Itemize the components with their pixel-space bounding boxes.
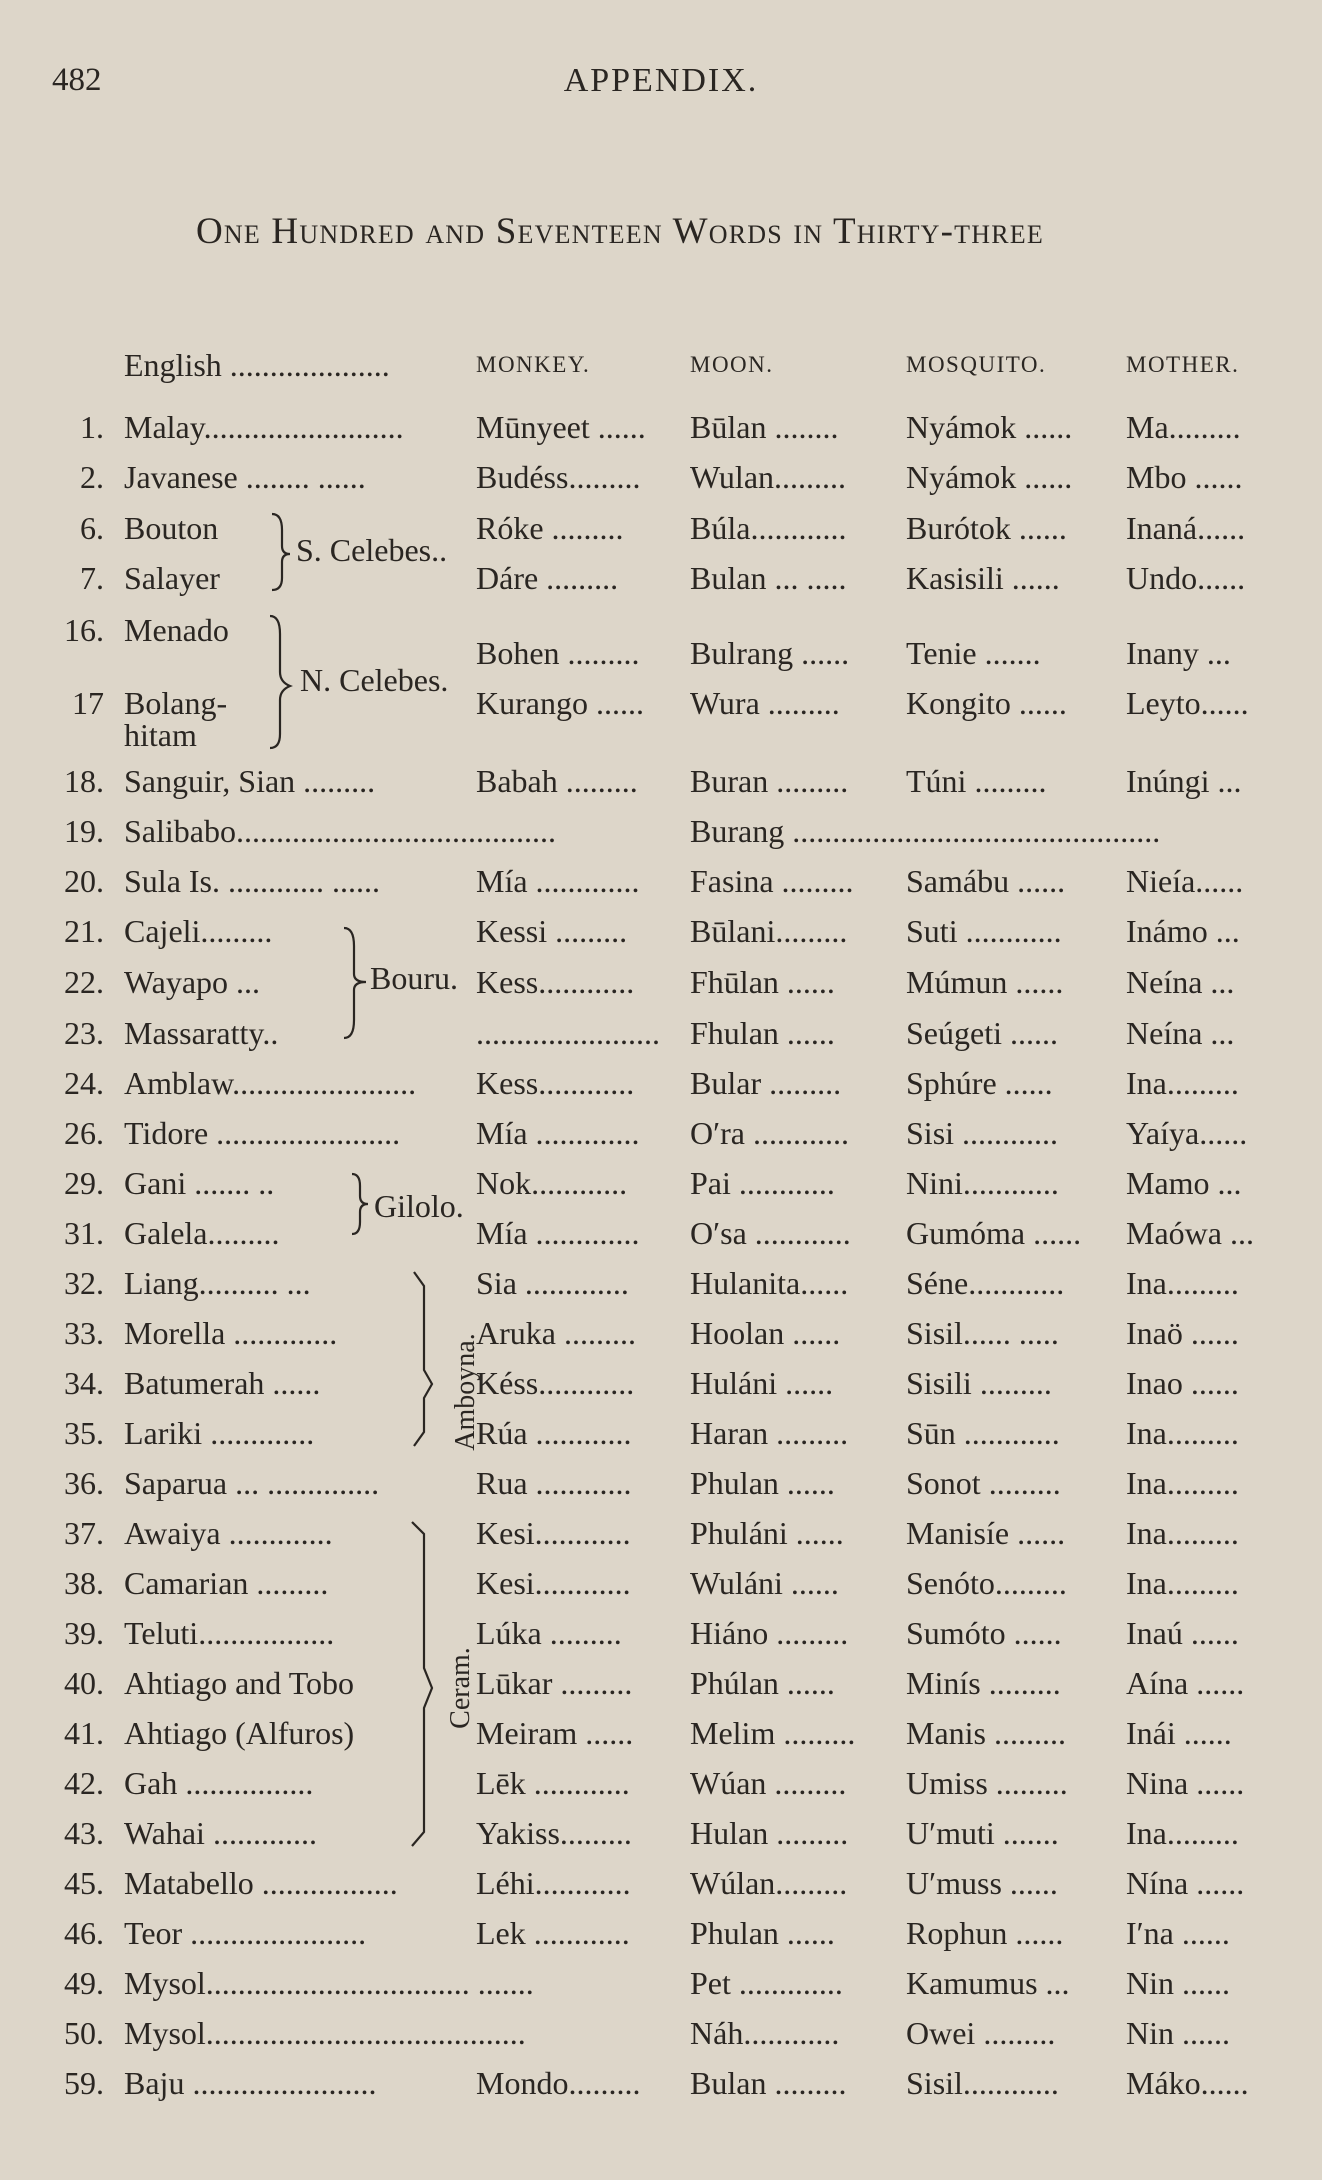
row-moon: Pai ............ [690,1165,835,1201]
row-moon: Huláni ...... [690,1365,834,1401]
row-mother: Ina......... [1126,1465,1239,1501]
row-moon: Hiáno ......... [690,1615,849,1651]
row-language: Morella ............. [124,1315,338,1351]
row-language: Baju ....................... [124,2065,377,2101]
group-label-bouru: Bouru. [370,960,458,996]
row-mosquito: Minís ......... [906,1665,1061,1701]
row-language: Batumerah ...... [124,1365,321,1401]
row-mosquito: Kamumus ... [906,1965,1070,2001]
row-monkey: Mūnyeet ...... [476,409,646,445]
row-mother: Nin ...... [1126,1965,1230,2001]
row-monkey: Késs............ [476,1365,635,1401]
row-mosquito: U′muti ....... [906,1815,1059,1851]
row-monkey: Bohen ......... [476,635,640,671]
row-number: 49. [64,1965,104,2001]
row-number: 26. [64,1115,104,1151]
row-monkey: Aruka ......... [476,1315,636,1351]
row-mother: Neína ... [1126,964,1235,1000]
group-label-s-celebes: S. Celebes.. [296,532,448,568]
row-moon: Melim ......... [690,1715,856,1751]
row-monkey: Budéss......... [476,459,641,495]
row-number: 33. [64,1315,104,1351]
row-moon: Fhūlan ...... [690,964,835,1000]
row-mosquito: Tenie ....... [906,635,1041,671]
row-language: Teluti................. [124,1615,335,1651]
row-number: 39. [64,1615,104,1651]
row-mosquito: Sonot ......... [906,1465,1061,1501]
row-number: 31. [64,1215,104,1251]
row-language: Massaratty.. [124,1015,279,1051]
row-mother: Ina......... [1126,1565,1239,1601]
row-monkey: Nok............ [476,1165,628,1201]
row-monkey: Kessi ......... [476,913,628,949]
row-language: Galela......... [124,1215,280,1251]
row-number: 22. [64,964,104,1000]
row-mosquito: Kasisili ...... [906,560,1060,596]
row-moon: Búla............ [690,510,847,546]
row-mother: Ina......... [1126,1265,1239,1301]
row-language: Gah ................ [124,1765,314,1801]
row-mother: Undo...... [1126,560,1246,596]
row-mother: Ma......... [1126,409,1241,445]
row-moon: Wura ......... [690,685,840,721]
row-moon: Buran ......... [690,763,849,799]
bracket-amboyna [414,1272,432,1446]
row-moon: Phuláni ...... [690,1515,844,1551]
row-monkey: Kesi............ [476,1515,631,1551]
row-mother: Inany ... [1126,635,1231,671]
row-number: 34. [64,1365,104,1401]
row-language: hitam [124,717,197,753]
row-mosquito: Sisi ............ [906,1115,1059,1151]
header-language: English .................... [124,347,390,383]
row-mother: Nin ...... [1126,2015,1230,2051]
row-mosquito: Nyámok ...... [906,459,1073,495]
row-mosquito: Suti ............ [906,913,1062,949]
row-mother: Ina......... [1126,1415,1239,1451]
row-number: 16. [64,612,104,648]
row-number: 50. [64,2015,104,2051]
row-mother: Inaú ...... [1126,1615,1239,1651]
row-number: 18. [64,763,104,799]
row-language: Camarian ......... [124,1565,329,1601]
row-mother: Mamo ... [1126,1165,1242,1201]
row-monkey: Lēk ............ [476,1765,630,1801]
row-moon: Burang .............................................. [690,813,1161,849]
row-number: 41. [64,1715,104,1751]
row-number: 35. [64,1415,104,1451]
group-label-gilolo: Gilolo. [374,1188,464,1224]
row-moon: Haran ......... [690,1415,849,1451]
row-moon: Būlani......... [690,913,848,949]
row-monkey: Meiram ...... [476,1715,634,1751]
row-mother: Ina......... [1126,1065,1239,1101]
header-mosquito: MOSQUITO. [906,352,1047,377]
row-mosquito: Owei ......... [906,2015,1056,2051]
row-language: Cajeli......... [124,913,273,949]
row-number: 6. [80,510,104,546]
row-mother: Ina......... [1126,1815,1239,1851]
row-language: Javanese ........ ...... [124,459,366,495]
row-mosquito: Sisili ......... [906,1365,1052,1401]
row-language: Liang.......... ... [124,1265,311,1301]
row-mother: Inao ...... [1126,1365,1239,1401]
row-number: 20. [64,863,104,899]
row-language: Tidore ....................... [124,1115,401,1151]
row-moon: Bulan ... ..... [690,560,847,596]
row-number: 29. [64,1165,104,1201]
row-mosquito: Manisíe ...... [906,1515,1066,1551]
row-number: 46. [64,1915,104,1951]
row-language: Salibabo........................................ [124,813,556,849]
row-mosquito: Gumóma ...... [906,1215,1082,1251]
row-monkey: Róke ......... [476,510,624,546]
row-monkey: Dáre ......... [476,560,619,596]
row-moon: Fhulan ...... [690,1015,835,1051]
row-mosquito: Senóto......... [906,1565,1067,1601]
row-number: 24. [64,1065,104,1101]
row-number: 21. [64,913,104,949]
row-moon: Būlan ........ [690,409,839,445]
row-mosquito: Kongito ...... [906,685,1067,721]
row-language: Mysol................................. ....... [124,1965,534,2001]
row-number: 43. [64,1815,104,1851]
row-moon: Wúan ......... [690,1765,847,1801]
row-moon: Fasina ......... [690,863,854,899]
row-moon: Wulan......... [690,459,847,495]
row-language: Saparua ... .............. [124,1465,380,1501]
row-language: Wayapo ... [124,964,261,1000]
row-monkey: Rua ............ [476,1465,632,1501]
row-monkey: Léhi............ [476,1865,631,1901]
row-language: Lariki ............. [124,1415,315,1451]
row-language: Amblaw....................... [124,1065,417,1101]
bracket-ceram [412,1522,432,1846]
row-monkey: Babah ......... [476,763,638,799]
row-mosquito: Nyámok ...... [906,409,1073,445]
row-number: 23. [64,1015,104,1051]
row-mosquito: U′muss ...... [906,1865,1058,1901]
row-monkey: Kurango ...... [476,685,644,721]
row-moon: Bulrang ...... [690,635,850,671]
row-language: Malay......................... [124,409,404,445]
row-monkey: ....................... [476,1015,660,1051]
row-monkey: Mía ............. [476,863,640,899]
row-number: 40. [64,1665,104,1701]
row-mother: Inámo ... [1126,913,1240,949]
row-mother: Aína ...... [1126,1665,1245,1701]
row-moon: O′ra ............ [690,1115,849,1151]
row-mother: Inái ...... [1126,1715,1232,1751]
page-number: 482 [52,62,102,98]
row-mosquito: Sumóto ...... [906,1615,1062,1651]
row-mosquito: Túni ......... [906,763,1047,799]
row-language: Sula Is. ............ ...... [124,863,380,899]
row-mosquito: Múmun ...... [906,964,1064,1000]
brace-s-celebes [272,514,290,590]
row-language: Sanguir, Sian ......... [124,763,376,799]
row-monkey: Lūkar ......... [476,1665,633,1701]
row-language: Salayer [124,560,220,596]
row-mother: Inaná...... [1126,510,1246,546]
row-monkey: Rúa ............ [476,1415,632,1451]
row-number: 36. [64,1465,104,1501]
row-moon: Hulanita...... [690,1265,849,1301]
row-mother: Nína ...... [1126,1865,1245,1901]
row-mosquito: Umiss ......... [906,1765,1068,1801]
row-language: Bolang- [124,685,228,721]
row-mother: Mbo ...... [1126,459,1243,495]
brace-bouru [344,928,366,1038]
row-mosquito: Manis ......... [906,1715,1066,1751]
row-monkey: Yakiss......... [476,1815,632,1851]
row-moon: Bular ......... [690,1065,842,1101]
row-mother: Maówa ... [1126,1215,1254,1251]
row-monkey: Lúka ......... [476,1615,622,1651]
row-monkey: Mía ............. [476,1215,640,1251]
row-mosquito: Séne............ [906,1265,1065,1301]
row-mother: I′na ...... [1126,1915,1230,1951]
row-language: Mysol........................................ [124,2015,526,2051]
row-mosquito: Sisil...... ..... [906,1315,1059,1351]
group-label-amboyna: Amboyna. [450,1333,481,1451]
row-moon: Wúlan......... [690,1865,848,1901]
row-monkey: Mía ............. [476,1115,640,1151]
row-moon: Wuláni ...... [690,1565,839,1601]
row-language: Ahtiago and Tobo [124,1665,355,1701]
row-language: Menado [124,612,229,648]
row-moon: Hulan ......... [690,1815,849,1851]
row-mother: Yaíya...... [1126,1115,1248,1151]
row-number: 45. [64,1865,104,1901]
row-language: Teor ...................... [124,1915,367,1951]
row-monkey: Sia ............. [476,1265,629,1301]
row-number: 59. [64,2065,104,2101]
row-mother: Nina ...... [1126,1765,1245,1801]
row-language: Awaiya ............. [124,1515,333,1551]
row-language: Gani ....... .. [124,1165,275,1201]
row-moon: Phúlan ...... [690,1665,835,1701]
row-monkey: Lek ............ [476,1915,630,1951]
row-mosquito: Sisil............ [906,2065,1059,2101]
row-number: 1. [80,409,104,445]
header-moon: MOON. [690,352,774,377]
row-monkey: Mondo......... [476,2065,641,2101]
row-number: 7. [80,560,104,596]
row-number: 32. [64,1265,104,1301]
row-language: Bouton [124,510,219,546]
header-monkey: MONKEY. [476,352,591,377]
row-monkey: Kesi............ [476,1565,631,1601]
row-mother: Leyto...... [1126,685,1249,721]
group-label-ceram: Ceram. [445,1647,476,1729]
row-mosquito: Sūn ............ [906,1415,1060,1451]
row-language: Wahai ............. [124,1815,317,1851]
row-monkey: Kess............ [476,1065,635,1101]
row-mosquito: Samábu ...... [906,863,1066,899]
row-number: 42. [64,1765,104,1801]
header-mother: MOTHER. [1126,352,1240,377]
row-moon: Phulan ...... [690,1465,835,1501]
page-title: One Hundred and Seventeen Words in Thirty-three [196,211,1044,252]
row-moon: Bulan ......... [690,2065,847,2101]
brace-gilolo [352,1174,368,1234]
row-moon: Náh............ [690,2015,840,2051]
row-language: Matabello ................. [124,1865,398,1901]
row-language: Ahtiago (Alfuros) [124,1715,355,1751]
row-mosquito: Seúgeti ...... [906,1015,1058,1051]
row-number: 17 [72,685,104,721]
row-number: 19. [64,813,104,849]
row-mother: Nieía...... [1126,863,1244,899]
row-moon: Phulan ...... [690,1915,835,1951]
row-number: 2. [80,459,104,495]
row-mother: Neína ... [1126,1015,1235,1051]
row-moon: Hoolan ...... [690,1315,841,1351]
row-mother: Ina......... [1126,1515,1239,1551]
row-mosquito: Rophun ...... [906,1915,1064,1951]
row-mother: Máko...... [1126,2065,1249,2101]
row-number: 38. [64,1565,104,1601]
row-number: 37. [64,1515,104,1551]
row-mother: Inúngi ... [1126,763,1242,799]
group-label-n-celebes: N. Celebes. [300,662,449,698]
row-monkey: Kess............ [476,964,635,1000]
row-moon: Pet ............. [690,1965,843,2001]
row-mosquito: Nini............ [906,1165,1059,1201]
row-mother: Inaö ...... [1126,1315,1239,1351]
running-head: APPENDIX. [563,62,759,99]
brace-n-celebes [270,616,290,748]
row-moon: O′sa ............ [690,1215,851,1251]
row-mosquito: Sphúre ...... [906,1065,1053,1101]
row-mosquito: Burótok ...... [906,510,1067,546]
